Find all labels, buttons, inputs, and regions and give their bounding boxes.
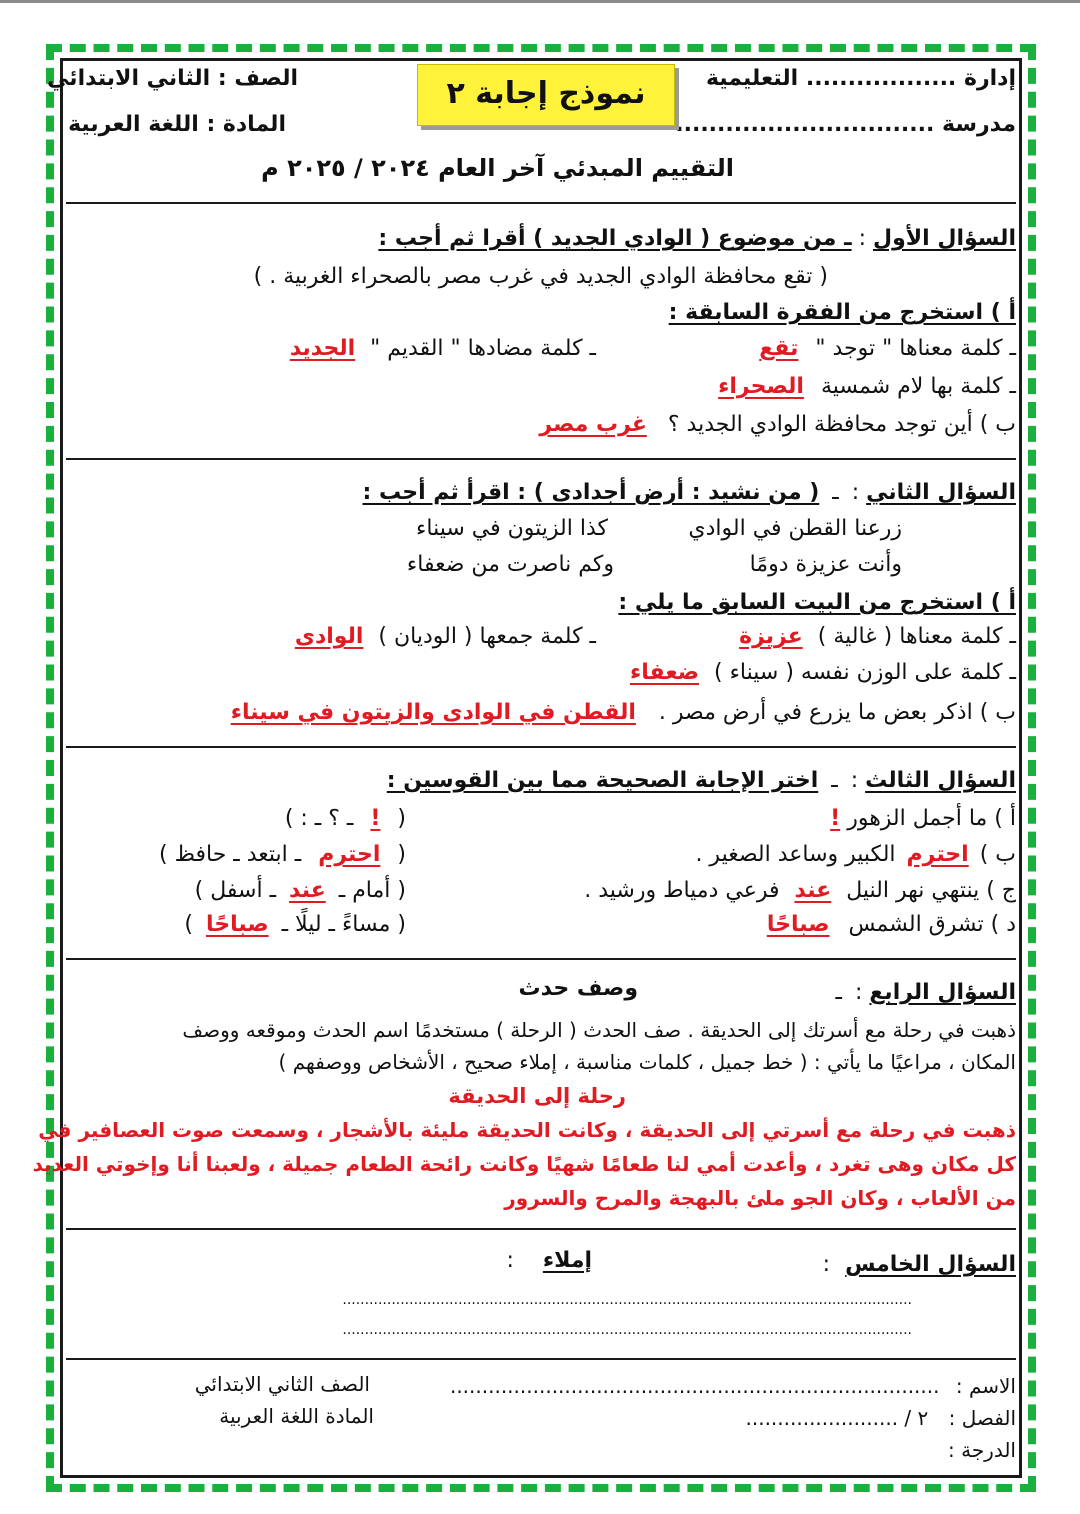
divider bbox=[66, 1358, 1016, 1360]
divider bbox=[66, 1228, 1016, 1230]
q4-instruction-2: المكان ، مراعيًا ما يأتي : ( خط جميل ، كلمات مناسبة ، إملاء صحيح ، الأشخاص ووصفهم ) bbox=[278, 1050, 1016, 1074]
q1-part-a: أ ) استخرج من الفقرة السابقة : bbox=[668, 300, 1016, 325]
school-dots: ............................... bbox=[675, 112, 935, 137]
exam-title: التقييم المبدئي آخر العام ٢٠٢٤ / ٢٠٢٥ م bbox=[261, 154, 734, 182]
q3-row-c bbox=[584, 878, 1016, 903]
q4-instruction-1: ذهبت في رحلة مع أسرتك إلى الحديقة . صف الحدث ( الرحلة ) مستخدمًا اسم الحدث وموقعه ووصف bbox=[182, 1018, 1016, 1042]
q4-dash: ـ bbox=[835, 980, 842, 1005]
choice-paren: ( bbox=[397, 806, 406, 831]
q3-label: السؤال الثالث bbox=[865, 768, 1016, 793]
q1-heading bbox=[378, 226, 1016, 251]
q2-heading bbox=[363, 480, 1017, 505]
q3-row-c-choice-correct: عند bbox=[289, 878, 326, 903]
admin-label: إدارة bbox=[963, 66, 1016, 91]
q5-heading bbox=[823, 1252, 1016, 1277]
q2-dash: ـ bbox=[832, 480, 839, 505]
q4-colon: : bbox=[854, 980, 863, 1005]
choice-paren: ( bbox=[397, 842, 406, 867]
q5-prompt-colon: : bbox=[506, 1248, 514, 1273]
q2-part-b-question: ب ) اذكر بعض ما يزرع في أرض مصر . bbox=[658, 700, 1016, 725]
q1-part-b-answer: غرب مصر bbox=[539, 412, 647, 437]
dictation-line-2[interactable]: ................................................................................................................................ bbox=[342, 1322, 912, 1338]
q3-row-b-choices bbox=[159, 842, 406, 867]
footer-subject: المادة اللغة العربية bbox=[219, 1404, 374, 1428]
q3-row-c-choices-rest: ـ أسفل ) bbox=[194, 878, 277, 903]
q2-item-3-answer: ضعفاء bbox=[629, 660, 700, 685]
q1-item-3-answer: الصحراء bbox=[718, 374, 804, 399]
q3-row-d-choices-rest: ) bbox=[184, 912, 193, 937]
q2-item-2-text: ـ كلمة جمعها ( الوديان ) bbox=[378, 624, 596, 649]
q3-row-d-prefix: د ) تشرق الشمس bbox=[848, 912, 1016, 937]
student-class bbox=[746, 1406, 1017, 1430]
q3-row-d-choice-correct: صباحًا bbox=[206, 912, 269, 937]
q3-row-b-choices-rest: ـ ابتعد ـ حافظ ) bbox=[159, 842, 302, 867]
q3-row-b-prefix: ب ) bbox=[979, 842, 1016, 867]
divider bbox=[66, 202, 1016, 204]
q2-label: السؤال الثاني bbox=[866, 480, 1016, 505]
school-label: مدرسة bbox=[942, 112, 1016, 137]
q4-answer-line-2: كل مكان وهى تغرد ، وأعدت أمي لنا طعامًا شهيًا وكانت رائحة الطعام جميلة ، ولعبنا أنا وإخوتي العديد bbox=[32, 1152, 1016, 1176]
q3-row-a-choice-correct: ! bbox=[370, 806, 381, 831]
q3-row-a bbox=[830, 806, 1016, 831]
q2-verse-2b: وكم ناصرت من ضعفاء bbox=[406, 552, 614, 577]
admin-line bbox=[706, 66, 1016, 91]
grade-header: الصف : الثاني الابتدائي bbox=[47, 66, 298, 91]
q5-label: السؤال الخامس bbox=[845, 1252, 1016, 1277]
q2-item-1-text: ـ كلمة معناها ( غالية ) bbox=[817, 624, 1016, 649]
q2-part-a: أ ) استخرج من البيت السابق ما يلي : bbox=[618, 590, 1016, 615]
q3-row-b-choice-correct: احترم bbox=[318, 842, 381, 867]
q2-verse-2a: وأنت عزيزة دومًا bbox=[749, 552, 902, 577]
q1-prompt: ـ من موضوع ( الوادي الجديد ) أقرا ثم أجب : bbox=[378, 226, 852, 251]
q3-prompt: اختر الإجابة الصحيحة مما بين القوسين : bbox=[386, 768, 819, 793]
q3-row-a-answer: ! bbox=[830, 806, 841, 831]
q2-verse-1a: زرعنا القطن في الوادي bbox=[688, 516, 902, 541]
q3-heading bbox=[387, 768, 1016, 793]
q3-row-d bbox=[767, 912, 1016, 937]
q5-prompt: إملاء bbox=[542, 1248, 592, 1273]
admin-dots: .................. bbox=[805, 66, 957, 91]
q3-colon: : bbox=[850, 768, 859, 793]
q1-item-3 bbox=[718, 374, 1016, 399]
q3-row-c-prefix: ج ) ينتهي نهر النيل bbox=[846, 878, 1016, 903]
q3-row-b-answer: احترم bbox=[906, 842, 969, 867]
student-grade: الدرجة : bbox=[948, 1438, 1016, 1462]
q3-row-a-choices bbox=[285, 806, 406, 831]
q2-verse-1b: كذا الزيتون في سيناء bbox=[416, 516, 608, 541]
q4-topic: وصف حدث bbox=[518, 976, 638, 1001]
q3-row-a-choices-rest: ـ ؟ ـ : ) bbox=[284, 806, 354, 831]
q2-item-1 bbox=[739, 624, 1016, 649]
q1-item-1-answer: تقع bbox=[759, 336, 799, 361]
name-field[interactable]: ............................................................................. bbox=[449, 1374, 940, 1398]
q3-row-d-choices bbox=[184, 912, 406, 937]
q2-item-3 bbox=[630, 660, 1016, 685]
q3-row-c-text: فرعي دمياط ورشيد . bbox=[584, 878, 780, 903]
q2-part-b bbox=[231, 700, 1016, 725]
q2-colon: : bbox=[851, 480, 860, 505]
q4-heading bbox=[830, 980, 1016, 1005]
q2-part-b-answer: القطن في الوادى والزيتون في سيناء bbox=[230, 700, 636, 725]
top-rule bbox=[0, 0, 1080, 3]
q4-answer-line-1: ذهبت في رحلة مع أسرتي إلى الحديقة ، وكانت الحديقة مليئة بالأشجار ، وسمعت صوت العصافير في bbox=[38, 1118, 1016, 1142]
q1-part-b-question: ب ) أين توجد محافظة الوادي الجديد ؟ bbox=[667, 412, 1016, 437]
q3-dash: ـ bbox=[831, 768, 838, 793]
q4-label: السؤال الرابع bbox=[869, 980, 1016, 1005]
q3-row-d-answer: صباحًا bbox=[766, 912, 830, 937]
q1-colon: : bbox=[858, 226, 867, 251]
q3-row-c-answer: عند bbox=[794, 878, 832, 903]
q1-item-2 bbox=[290, 336, 596, 361]
choice-paren: ( أمام ـ bbox=[338, 878, 406, 903]
footer-grade: الصف الثاني الابتدائي bbox=[194, 1372, 370, 1396]
q1-label: السؤال الأول bbox=[873, 226, 1016, 251]
admin-suffix: التعليمية bbox=[705, 66, 799, 91]
q1-passage: ( تقع محافظة الوادي الجديد في غرب مصر بالصحراء الغربية . ) bbox=[253, 264, 828, 289]
school-line bbox=[675, 112, 1016, 137]
q1-item-1-text: ـ كلمة معناها " توجد " bbox=[815, 336, 1016, 361]
divider bbox=[66, 746, 1016, 748]
answer-model-badge: نموذج إجابة ٢ bbox=[417, 64, 675, 126]
divider bbox=[66, 958, 1016, 960]
q1-item-2-answer: الجديد bbox=[289, 336, 356, 361]
q5-prompt-wrap bbox=[506, 1248, 592, 1273]
q1-part-b bbox=[539, 412, 1016, 437]
q4-answer-title: رحلة إلى الحديقة bbox=[448, 1084, 626, 1108]
q1-item-1 bbox=[759, 336, 1016, 361]
q1-item-3-text: ـ كلمة بها لام شمسية bbox=[820, 374, 1016, 399]
q2-item-2 bbox=[295, 624, 596, 649]
q2-item-3-text: ـ كلمة على الوزن نفسه ( سيناء ) bbox=[714, 660, 1016, 685]
choice-paren: ( مساءً ـ ليلًا ـ bbox=[281, 912, 406, 937]
class-label: الفصل : bbox=[948, 1406, 1016, 1430]
student-name bbox=[450, 1374, 1016, 1398]
dictation-line-1[interactable]: ................................................................................................................................ bbox=[342, 1292, 912, 1308]
subject-header: المادة : اللغة العربية bbox=[68, 112, 286, 137]
q2-item-2-answer: الوادى bbox=[294, 624, 364, 649]
class-field[interactable]: ٢ / ........................ bbox=[745, 1406, 929, 1430]
q1-item-2-text: ـ كلمة مضادها " القديم " bbox=[370, 336, 596, 361]
divider bbox=[66, 458, 1016, 460]
q3-row-b-text: الكبير وساعد الصغير . bbox=[695, 842, 896, 867]
q3-row-b bbox=[695, 842, 1016, 867]
q3-row-a-text: أ ) ما أجمل الزهور bbox=[847, 806, 1016, 831]
q4-answer-line-3: من الألعاب ، وكان الجو ملئ بالبهجة والمرح والسرور bbox=[504, 1186, 1016, 1210]
q3-row-c-choices bbox=[195, 878, 406, 903]
q5-colon: : bbox=[822, 1252, 831, 1277]
q2-prompt: ( من نشيد : أرض أجدادى ) : اقرأ ثم أجب : bbox=[362, 480, 820, 505]
name-label: الاسم : bbox=[955, 1374, 1016, 1398]
q2-item-1-answer: عزيزة bbox=[739, 624, 803, 649]
